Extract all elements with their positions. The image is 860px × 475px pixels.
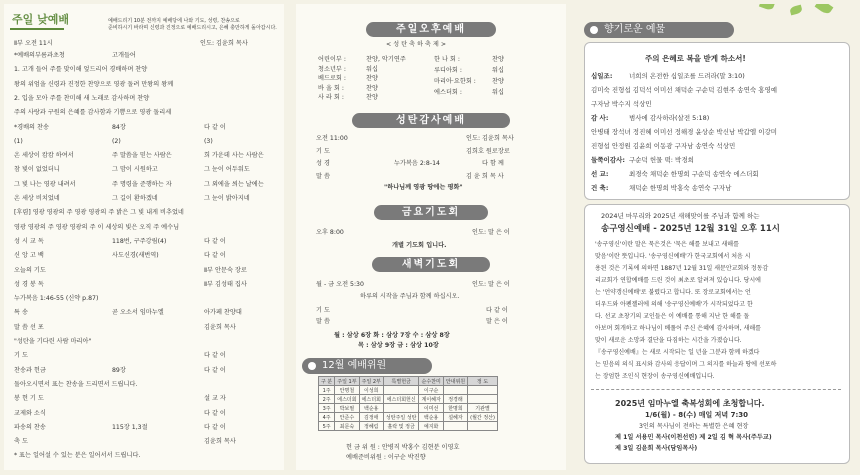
table-cell: 4주 [319,413,335,422]
worship-item-label: 그 빛 나는 영광 내려서 [14,180,76,188]
offerings-verse: 주의 은혜로 복을 받게 하소서! [645,54,746,63]
offering-committee: 헌 금 위 원 : 안병직 박홍수 김현분 이영호 [346,444,460,451]
worship-item-leader: 다 같 이 [204,237,226,245]
worship-item-label: 찬송과 헌금 [14,366,46,374]
revival-title: 2025년 임마누엘 축복성회에 초청합니다. [615,399,765,408]
offering-category: 십일조: [591,72,613,80]
table-header-cell: 구 분 [319,377,335,386]
dawn-leader: 인도: 말 은 이 [472,281,510,288]
new-year-paragraph-line: 용된 것은 기록에 의하면 1887년 12월 31일 새문안교회와 정동감 [595,265,769,272]
offerings-header: 향기로운 예물 [584,22,734,38]
new-year-box [584,204,850,464]
dawn-readings-1: 월 : 삼상 6장 화 : 삼상 7장 수 : 삼상 8장 [334,332,450,339]
table-row [319,413,498,422]
worship-item-leader: 그 외에을 씌는 날에는 [204,180,264,188]
worship-item-leader: (3) [204,137,213,145]
thanks-row-label: 기 도 [316,147,330,155]
dawn-time: 월 - 금 오전 5:30 [316,281,364,288]
worship-item-label: 교제와 소식 [14,409,46,417]
table-cell: (월간 정산) [468,413,498,422]
worship-item-leader: 다 같 이 [204,252,226,260]
worship-item-label: * 표는 일어설 수 있는 분은 일어서서 드립니다. [14,452,141,460]
revival-speakers-2: 제 3일 김윤희 목사(담임목사) [615,445,698,452]
offering-names: 진형섭 안정원 김윤희 이동광 구자남 송연숙 석상민 [591,142,736,150]
committee-table-header [319,377,498,386]
worship-item-label: 온 세상이 캄캄 하여서 [14,152,74,160]
pm-right-group: 한 나 회 : [434,56,460,63]
pm-left-group: 어린이부 : [318,56,346,63]
offering-names: 구순덕 헌물 떡: 박경희 [629,156,694,164]
dawn-row-label: 기 도 [316,307,330,314]
table-header-cell: 순수찬미 [419,377,443,386]
new-year-paragraph-line: '송구영신'이란 말은 묵은것은 '묵은 해를 보내고 새해를 [595,241,739,248]
worship-item-label: "성탄을 기다린 사람 마리아" [14,338,92,345]
new-year-paragraph-line: 는 장엄한 조인식 현장이 송구영신예배입니다. [595,373,715,380]
thanks-worship-header: 성탄감사예배 [352,113,510,128]
worship-item-leader: 김윤희 목사 [204,438,236,446]
thanks-row-label: 성 경 [316,160,330,167]
dawn-note: 하루의 시작을 주님과 함께 하십시오. [360,293,460,300]
table-cell: 5주 [319,422,335,431]
dawn-row-label: 말 씀 [316,318,330,325]
table-header-cell: 특별헌금 [383,377,419,386]
worship-item-leader: 그 눈이 어두워도 [204,166,250,174]
new-year-paragraph-line: 리교회가 연합예배를 드린 것이 최초로 알려져 있습니다. 당시에 [595,277,761,284]
offering-names: 안병태 장석녀 정진혜 이미선 정해경 윤상순 박신남 박갑엘 이강미 [591,128,778,136]
pm-left-program: 찬양 [366,94,378,101]
worship-item-label: 기 도 [14,352,28,360]
worship-item-label: 영광 영광의 주 영광 영광의 주 이 세상의 빛은 오직 주 예수님 [14,223,180,231]
friday-note: 개별 기도회 입니다. [392,242,447,249]
table-cell: 에스더회 [359,395,383,404]
worship-item-label: 축 도 [14,438,28,446]
worship-item-label: *예배의부름과초청 [14,52,65,59]
december-committee-header: 12월 예배위원 [302,358,432,374]
table-cell: 백순용 [359,404,383,413]
table-cell: 에스더회헌신 [383,395,419,404]
worship-item-label: 성 시 교 독 [14,237,44,245]
thanks-row-label: 말 씀 [316,172,330,180]
leaf-decoration [759,4,775,11]
table-cell: 정혜림 [359,422,383,431]
worship-item-detail: 그 맘이 시원하고 [112,166,158,174]
new-year-paragraph-line: 『송구영신예배』는 새로 시작되는 일 년을 그분과 함께 하겠다 [595,349,760,356]
offering-category: 선 교: [591,170,609,178]
offering-category: 건 축: [591,184,609,192]
panel-offerings [580,4,856,470]
service-leader: 인도: 김윤희 목사 [200,40,248,47]
table-cell [443,386,467,395]
pm-left-program: 워십 [366,65,378,73]
pm-right-group: 마리아·요한회 : [434,78,476,85]
worship-item-label: [후렴] 영광 영광의 주 영광 영광의 주 밝은 그 빛 내게 비추었네 [14,209,184,217]
worship-item-label: 주의 사랑과 구원의 은혜를 감사함과 기쁨으로 영광 돌리세 [14,109,172,117]
table-header-cell: 주일 2부 [359,377,383,386]
table-cell [443,422,467,431]
thanks-row-value: 김 윤 희 목 사 [466,172,504,180]
pm-left-group: 바 울 회 : [318,84,344,92]
worship-item-label: 말 씀 선 포 [14,323,44,331]
worship-item-leader: 아가페 찬양대 [204,309,242,317]
leaf-decoration [815,4,834,16]
thanks-row-value: 누가복음 2:8-14 [394,160,440,167]
worship-item-leader: 김윤희 목사 [204,323,236,331]
offerings-box [584,42,850,200]
offering-names: 채덕순 한명희 박홍숙 송연숙 구자남 [629,184,732,192]
table-cell: 흘락 및 정금 [383,422,419,431]
worship-item-leader: Ⅱ부 안문숙 장로 [204,266,247,274]
worship-item-leader: 설 교 자 [204,395,226,403]
table-cell [468,395,498,404]
pm-right-program: 찬양 [492,78,504,85]
table-row [319,404,498,413]
friday-leader: 인도: 말 은 이 [472,229,510,236]
table-header-cell: 안내위원 [443,377,467,386]
worship-item-leader: 다 같 이 [204,366,226,374]
table-cell: 백순용 [419,413,443,422]
prep-committee: 예배준비위원 : 이구순 박진향 [346,454,426,461]
table-row [319,422,498,431]
dawn-row-value: 말 은 이 [486,318,508,325]
table-cell: 정경래 [443,395,467,404]
table-cell: 1주 [319,386,335,395]
worship-item-detail: 고개들어 [112,52,136,59]
pm-left-group: 청소년부 : [318,65,346,73]
table-cell: 예지화 [419,422,443,431]
worship-item-detail: (2) [112,137,121,145]
new-year-paragraph-line: 는 믿음의 의식 표시와 감사의 응답이며 그 의지를 하늘과 땅에 선포하 [595,361,777,368]
table-cell [468,422,498,431]
table-cell: 설혜자 [443,413,467,422]
sunday-worship-title: 주일 낮예배 [12,13,69,26]
worship-item-detail: 84장 [112,123,126,131]
thanks-row-value: 인도: 김윤희 목사 [466,135,514,142]
pm-left-program: 찬양 [366,75,378,82]
worship-item-label: 봉 헌 기 도 [14,395,44,403]
friday-time: 오후 8:00 [316,229,344,236]
pm-right-group: 에스더회 : [434,89,462,96]
revival-subtitle: 3인의 목사님이 전하는 특별한 은혜 현장 [639,423,749,430]
table-cell: 안준수 [335,413,359,422]
service-time: Ⅱ부 오전 11시 [14,40,53,47]
worship-item-leader: 다 같 이 [204,409,226,417]
worship-item-leader: 다 같 이 [204,423,226,431]
leaf-decoration [789,5,803,16]
table-cell: 안명철 [335,386,359,395]
worship-item-label: 신 앙 고 백 [14,252,44,260]
worship-item-label: (1) [14,137,23,145]
worship-item-leader: 희 가운데 사는 사람은 [204,152,264,160]
table-cell: 이미선 [419,404,443,413]
dawn-prayer-header: 새벽기도회 [372,257,490,272]
thanks-row-leader: 다 함 께 [482,160,504,167]
table-cell: 3주 [319,404,335,413]
worship-item-leader: Ⅱ부 김성태 집사 [204,280,247,288]
new-year-paragraph-line: 는 '언약갱신예배'로 불렸다고 합니다. 또 장로교회에서는 언 [595,289,751,296]
committee-table [318,376,498,431]
worship-item-leader: 다 같 이 [204,123,226,131]
table-cell: 에스더회 [335,395,359,404]
table-cell: 기관별 [468,404,498,413]
worship-item-label: 누가복음 1:46-55 (신약 p.87) [14,295,99,303]
table-cell: 이성희 [359,386,383,395]
offering-names: 김미숙 진형섭 김덕석 이미선 채덕순 구순덕 김현주 송연숙 홍영예 [591,86,778,94]
new-year-intro: 2024년 마무리와 2025년 새해맞이를 주님과 함께 하는 [601,212,760,220]
worship-item-label: 1. 고개 들어 주를 맞이해 엎드리어 경배하며 찬양 [14,66,148,74]
worship-item-label: 왕의 위엄을 신령과 진정한 찬양으로 영광 돌려 만왕의 왕께 [14,80,174,88]
table-cell [383,404,419,413]
offering-names: 최경숙 채덕순 한명희 구순덕 송연숙 에스더회 [629,170,759,178]
worship-item-detail: 사도신경(새번역) [112,252,159,260]
notice-line-2: 준비하시기 바라며 신령과 진정으로 예배드리시고, 은혜 충만하게 돌아갑시다. [108,25,277,31]
table-cell: 2주 [319,395,335,404]
table-cell: 한명희 [443,404,467,413]
new-year-paragraph-line: 맞이 새로운 소망과 결단을 다짐하는 시간을 가졌습니다. [595,337,742,344]
new-year-paragraph-line: 다. 선교 초창기의 교인들은 이 예배를 통해 지난 한 해를 돌 [595,313,750,320]
pm-left-program: 찬양, 악기연주 [366,56,406,63]
pm-right-program: 워십 [492,89,504,96]
worship-item-leader: 그 눈이 밝아지네 [204,195,250,202]
worship-item-detail: 115장 1,3절 [112,423,148,431]
worship-item-detail: 주 명령을 준행하는 자 [112,180,172,188]
worship-item-label: 성 경 봉 독 [14,280,44,288]
worship-item-detail: 주 말씀을 믿는 사람은 [112,152,172,160]
table-cell: 계이혜자 [419,395,443,404]
worship-item-leader: 다 같 이 [204,352,226,360]
pm-right-program: 찬양 [492,56,504,63]
table-header-cell: 정 도 [468,377,498,386]
revival-dates: 1/6(월) - 8(수) 매일 저녁 7:30 [645,411,749,419]
thanks-row-label: 오전 11:00 [316,135,348,142]
divider [591,389,841,390]
worship-item-label: 파송의 찬송 [14,423,46,431]
worship-item-detail: 89장 [112,366,126,374]
offering-names: 범사에 감사하라(살전 5:18) [629,114,710,122]
worship-item-label: 참 빛이 없었더니 [14,166,60,174]
title-underline [10,28,64,30]
worship-item-detail: 118번, 구주강림(4) [112,237,167,245]
worship-item-label: 돌아오시면서 표는 찬송을 드리면서 드립니다. [14,380,138,388]
pm-left-group: 사 라 회 : [318,94,344,101]
panel-afternoon-services [296,4,566,470]
table-cell: 김정애 [359,413,383,422]
thanks-quote: "하나님께 영광 땅에는 평화" [384,184,463,191]
thanks-row-value: 김희호 원로장로 [466,147,510,155]
table-cell: 성탄주일 성탄 [383,413,419,422]
worship-item-detail: 그 길이 환하겠네 [112,195,158,202]
offering-names: 구자남 박수지 석상민 [591,100,652,108]
dawn-readings-2: 목 : 삼상 9장 금 : 삼상 10장 [358,342,439,349]
worship-item-label: *경배의 찬송 [14,123,49,131]
pm-subtitle: < 성 탄 축 하 축 제 > [386,41,446,48]
table-header-cell: 주일 1부 [335,377,359,386]
table-cell: 최문숙 [335,422,359,431]
offering-category: 둘쭉이감사: [591,156,625,164]
new-year-title: 송구영신예배 - 2025년 12월 31일 오후 11시 [601,224,780,234]
pm-worship-header: 주일오후예배 [366,22,496,37]
table-cell: 이구순 [419,386,443,395]
notice-line-1: 예배드리기 10분 전까지 예배당에 나와 기도, 성령, 찬송으로 [108,18,240,24]
pm-left-program: 찬양 [366,84,378,92]
table-cell: 박보필 [335,404,359,413]
revival-speakers-1: 제 1일 서용민 목사(이천선린) 제 2일 김 혁 목사(주두교) [615,434,772,441]
table-cell [383,386,419,395]
table-row [319,386,498,395]
panel-sunday-worship [4,4,284,470]
worship-item-label: 특 송 [14,309,28,317]
dawn-row-value: 다 같 이 [486,307,508,314]
table-row [319,395,498,404]
worship-item-label: 온 세상 비치었네 [14,195,60,202]
pm-right-program: 워십 [492,67,504,74]
offering-names: 너희의 온전한 십일조를 드려라(말 3:10) [629,72,745,80]
new-year-paragraph-line: 더우드와 아펜젤러에 의해 '송구영신예배'가 시작되었다고 한 [595,301,753,308]
friday-prayer-header: 금요기도회 [374,205,488,220]
worship-item-detail: 곧 오소서 임마누엘 [112,309,164,317]
new-year-paragraph-line: 아보며 회개하고 하나님이 베풀어 주신 은혜에 감사하며, 새해를 [595,325,761,332]
table-cell [468,386,498,395]
pm-left-group: 베드로회 : [318,75,346,82]
worship-item-label: 2. 입을 모아 주를 찬미해 새 노래로 감사하며 찬양 [14,94,150,102]
offering-category: 감 사: [591,114,609,122]
pm-right-group: 루디아회 : [434,67,462,74]
worship-item-label: 오늘의 기도 [14,266,46,274]
new-year-paragraph-line: 맞음'이란 뜻입니다. '송구영신예배'가 한국교회에서 처음 시 [595,253,751,260]
